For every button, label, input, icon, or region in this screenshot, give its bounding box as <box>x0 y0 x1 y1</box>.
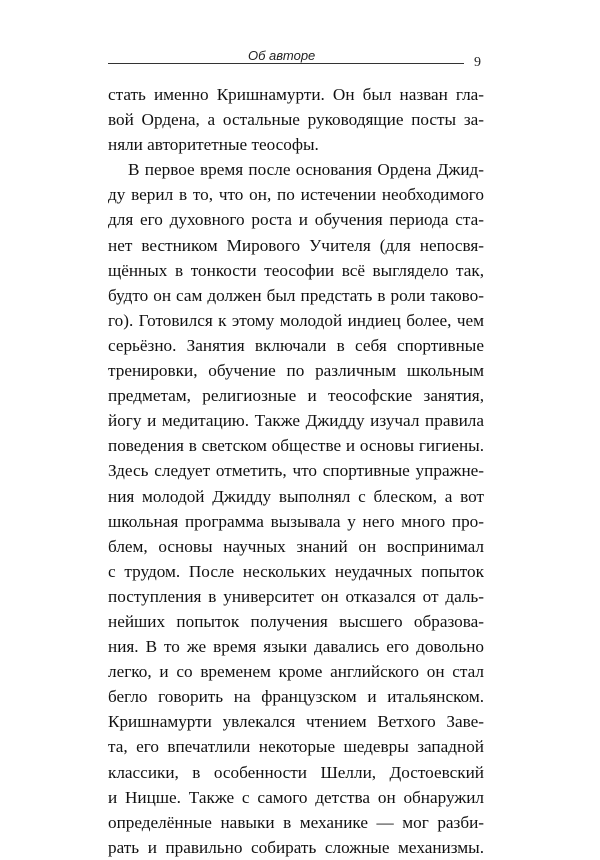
text-line: нет вестником Мирового Учителя (для непосвя- <box>108 235 484 255</box>
text-line: няли авторитетные теософы. <box>108 135 319 155</box>
text-line: ния. В то же время языки давались его довольно <box>108 637 484 657</box>
text-line: будто он сам должен был предстать в роли таково- <box>108 285 484 305</box>
text-line: йогу и медитацию. Также Джидду изучал правила <box>108 411 484 431</box>
text-line: с трудом. После нескольких неудачных попыток <box>108 561 484 581</box>
text-line: ния молодой Джидду выполнял с блеском, а вот <box>108 486 484 506</box>
text-line: легко, и со временем кроме английского он стал <box>108 662 484 682</box>
paragraph-1 <box>108 82 484 157</box>
body-text <box>108 82 484 860</box>
text-line: ду верил в то, что он, по истечении необходимого <box>108 185 484 205</box>
text-line: стать именно Кришнамурти. Он был назван гла- <box>108 85 484 104</box>
running-header-title: Об авторе <box>248 48 316 63</box>
text-line: го). Готовился к этому молодой индиец более, чем <box>108 310 484 330</box>
text-line: поведения в светском обществе и основы гигиены. <box>108 436 484 456</box>
text-line: Кришнамурти увлекался чтением Ветхого Заве- <box>108 712 484 732</box>
text-line: классики, в особенности Шелли, Достоевский <box>108 762 484 782</box>
page-number: 9 <box>474 55 481 70</box>
text-line: определённые навыки в механике — мог разби- <box>108 812 484 832</box>
text-line: предметам, религиозные и теософские занятия, <box>108 386 484 406</box>
text-line: В первое время после основания Ордена Джид- <box>128 160 484 180</box>
text-line: Здесь следует отметить, что спортивные упражне- <box>108 461 484 481</box>
text-line: бегло говорить на французском и итальянском. <box>108 687 484 707</box>
text-line: та, его впечатлили некоторые шедевры западной <box>108 737 484 757</box>
text-line: рать и правильно собирать сложные механизмы. <box>108 837 484 857</box>
text-line: тренировки, обучение по различным школьным <box>108 361 484 381</box>
text-line: для его духовного роста и обучения периода ста- <box>108 210 484 230</box>
text-line: школьная программа вызывала у него много про- <box>108 511 484 531</box>
text-line: серьёзно. Занятия включали в себя спортивные <box>108 335 484 355</box>
text-line: и Ницше. Также с самого детства он обнаружил <box>108 787 484 807</box>
paragraph-2 <box>108 157 484 860</box>
text-line: нейших попыток получения высшего образова- <box>108 611 484 631</box>
text-line: щённых в тонкости теософии всё выглядело так, <box>108 260 484 280</box>
text-line: блем, основы научных знаний он воспринимал <box>108 536 484 556</box>
header-rule <box>108 63 464 64</box>
text-line: вой Ордена, а остальные руководящие посты за- <box>108 110 484 130</box>
text-line: поступления в университет он отказался от даль- <box>108 586 484 606</box>
